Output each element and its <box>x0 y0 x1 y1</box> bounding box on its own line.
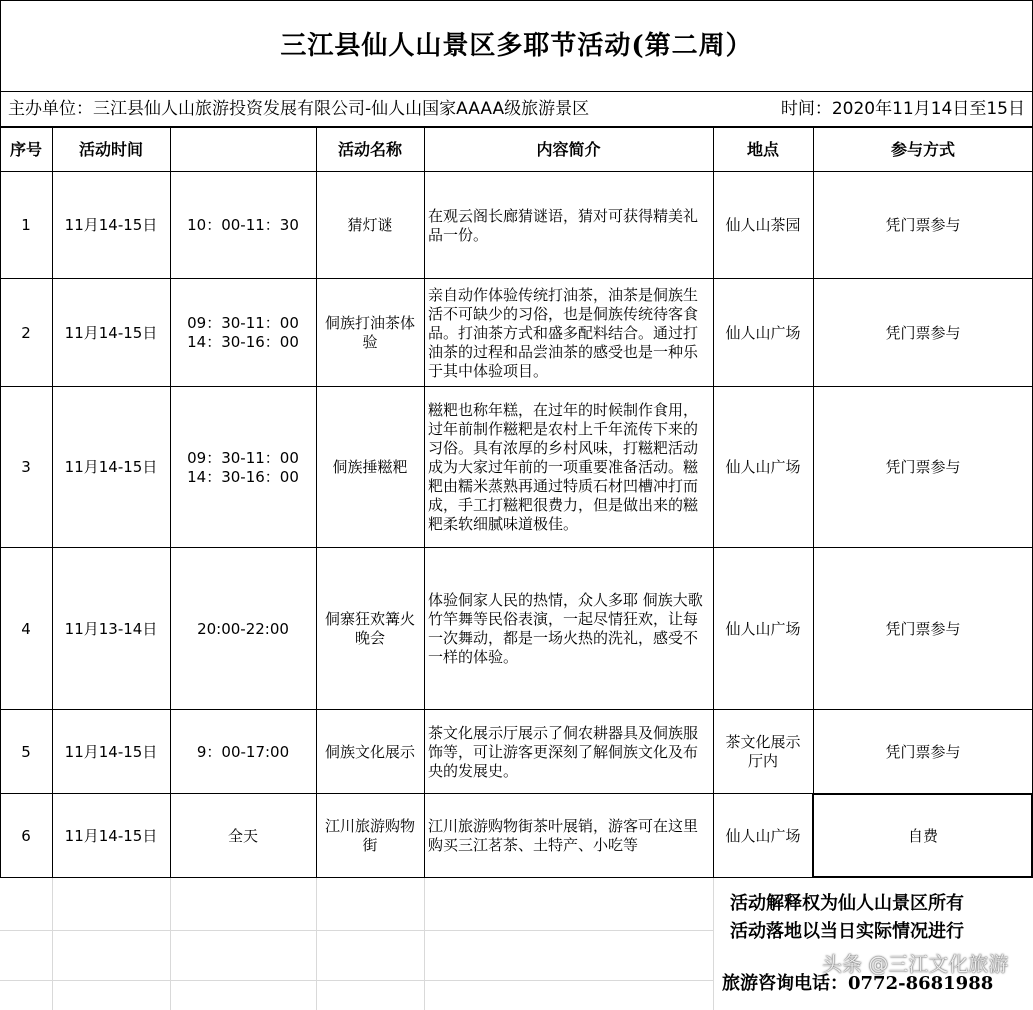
gridline <box>52 878 53 1010</box>
header-place: 地点 <box>746 140 779 159</box>
row-6-date: 11月14-15日 <box>64 826 158 845</box>
row-2-no: 2 <box>21 323 31 342</box>
row-5-place: 茶文化展示厅内 <box>725 733 801 770</box>
sheet-title: 三江县仙人山景区多耶节活动(第二周） <box>280 30 753 61</box>
row-3-join: 凭门票参与 <box>885 458 961 476</box>
rule-title-bottom <box>0 91 1033 92</box>
row-3-no: 3 <box>21 458 31 476</box>
header-name: 活动名称 <box>337 140 402 159</box>
footer-actual-note: 活动落地以当日实际情况进行 <box>730 920 964 942</box>
row-3-date: 11月14-15日 <box>64 458 158 476</box>
row-6-desc: 江川旅游购物街茶叶展销，游客可在这里购买三江茗茶、土特产、小吃等 <box>428 817 699 854</box>
row-4-name: 侗寨狂欢篝火晚会 <box>324 610 415 647</box>
rule-row1-bottom <box>0 278 1033 279</box>
row-5-date: 11月14-15日 <box>64 742 158 761</box>
row-1-join: 凭门票参与 <box>885 216 961 234</box>
border-left <box>0 0 1 878</box>
col-rule-5 <box>713 127 714 878</box>
rule-org-bottom <box>0 126 1033 128</box>
header-join: 参与方式 <box>890 140 955 159</box>
gridline <box>713 878 714 1010</box>
gridline <box>0 930 713 931</box>
row-1-desc: 在观云阁长廊猜谜语，猜对可获得精美礼品一份。 <box>428 206 699 244</box>
row-6-hours: 全天 <box>227 826 258 845</box>
organizer-info: 主办单位：三江县仙人山旅游投资发展有限公司-仙人山国家AAAA级旅游景区 <box>8 98 590 119</box>
row-5-desc: 茶文化展示厅展示了侗农耕器具及侗族服饰等，可让游客更深刻了解侗族文化及布央的发展史。 <box>428 723 699 780</box>
col-rule-4 <box>424 127 425 878</box>
row-2-join: 凭门票参与 <box>885 323 961 342</box>
row-4-hours: 20:00-22:00 <box>197 619 289 638</box>
row-3-name: 侗族捶糍粑 <box>332 458 408 476</box>
row-1-no: 1 <box>21 216 31 234</box>
row-4-no: 4 <box>21 619 31 638</box>
footer-rights-note: 活动解释权为仙人山景区所有 <box>730 892 964 914</box>
header-date: 活动时间 <box>78 140 143 159</box>
col-rule-2 <box>170 127 171 878</box>
row-5-no: 5 <box>21 742 31 761</box>
row-4-date: 11月13-14日 <box>64 619 158 638</box>
gridline <box>424 878 425 1010</box>
gridline <box>170 878 171 1010</box>
row-1-place: 仙人山茶园 <box>725 216 801 234</box>
row-4-join: 凭门票参与 <box>885 619 961 638</box>
row-2-place: 仙人山广场 <box>725 323 801 342</box>
rule-row2-bottom <box>0 386 1033 387</box>
row-6-place: 仙人山广场 <box>725 826 801 845</box>
row-2-date: 11月14-15日 <box>64 323 158 342</box>
row-2-hours: 09：30-11：00 14：30-16：00 <box>187 314 299 351</box>
row-3-desc: 糍粑也称年糕，在过年的时候制作食用，过年前制作糍粑是农村上千年流传下来的习俗。具有浓厚的乡村风味，打糍粑活动成为大家过年前的一项重要准备活动。糍粑由糯米蒸熟再通过特质石材凹槽冲打而成，手工打糍粑很费力，但是做出来的糍粑柔软细腻味道极佳。 <box>428 401 699 533</box>
rule-row3-bottom <box>0 547 1033 548</box>
row-6-join: 自费 <box>907 826 938 845</box>
col-rule-1 <box>52 127 53 878</box>
row-1-date: 11月14-15日 <box>64 216 158 234</box>
row-1-name: 猜灯谜 <box>347 216 393 234</box>
box-top <box>813 793 1033 795</box>
box-bottom <box>813 876 1033 878</box>
row-3-place: 仙人山广场 <box>725 458 801 476</box>
row-3-hours: 09：30-11：00 14：30-16：00 <box>187 448 299 486</box>
row-6-name: 江川旅游购物街 <box>324 817 415 854</box>
row-2-desc: 亲自动作体验传统打油茶，油茶是侗族生活不可缺少的习俗，也是侗族传统待客食品。打油茶方式和盛多配料结合。通过打油茶的过程和品尝油茶的感受也是一种乐于其中体验项目。 <box>428 285 699 380</box>
header-no: 序号 <box>9 140 42 159</box>
rule-header-bottom <box>0 171 1033 172</box>
row-5-hours: 9：00-17:00 <box>196 742 290 761</box>
gridline <box>316 878 317 1010</box>
row-5-join: 凭门票参与 <box>885 742 961 761</box>
row-1-hours: 10：00-11：30 <box>187 216 299 234</box>
row-4-place: 仙人山广场 <box>725 619 801 638</box>
header-desc: 内容简介 <box>536 140 601 159</box>
rule-row4-bottom <box>0 709 1033 710</box>
watermark: 头条 @三江文化旅游 <box>822 952 1009 976</box>
border-top <box>0 0 1033 1</box>
row-6-no: 6 <box>21 826 31 845</box>
row-5-name: 侗族文化展示 <box>324 742 415 761</box>
row-2-name: 侗族打油茶体验 <box>324 314 415 351</box>
box-left <box>812 793 814 878</box>
col-rule-3 <box>316 127 317 878</box>
header-hours <box>170 127 316 172</box>
row-4-desc: 体验侗家人民的热情，众人多耶 侗族大歌 竹竿舞等民俗表演，一起尽情狂欢，让每一次舞动，都是一场火热的洗礼，感受不一样的体验。 <box>428 591 703 666</box>
col-rule-6 <box>813 127 814 878</box>
gridline <box>0 980 713 981</box>
footer-hotline: 旅游咨询电话：0772-8681988 <box>722 972 994 994</box>
event-period: 时间：2020年11月14日至15日 <box>780 98 1025 119</box>
